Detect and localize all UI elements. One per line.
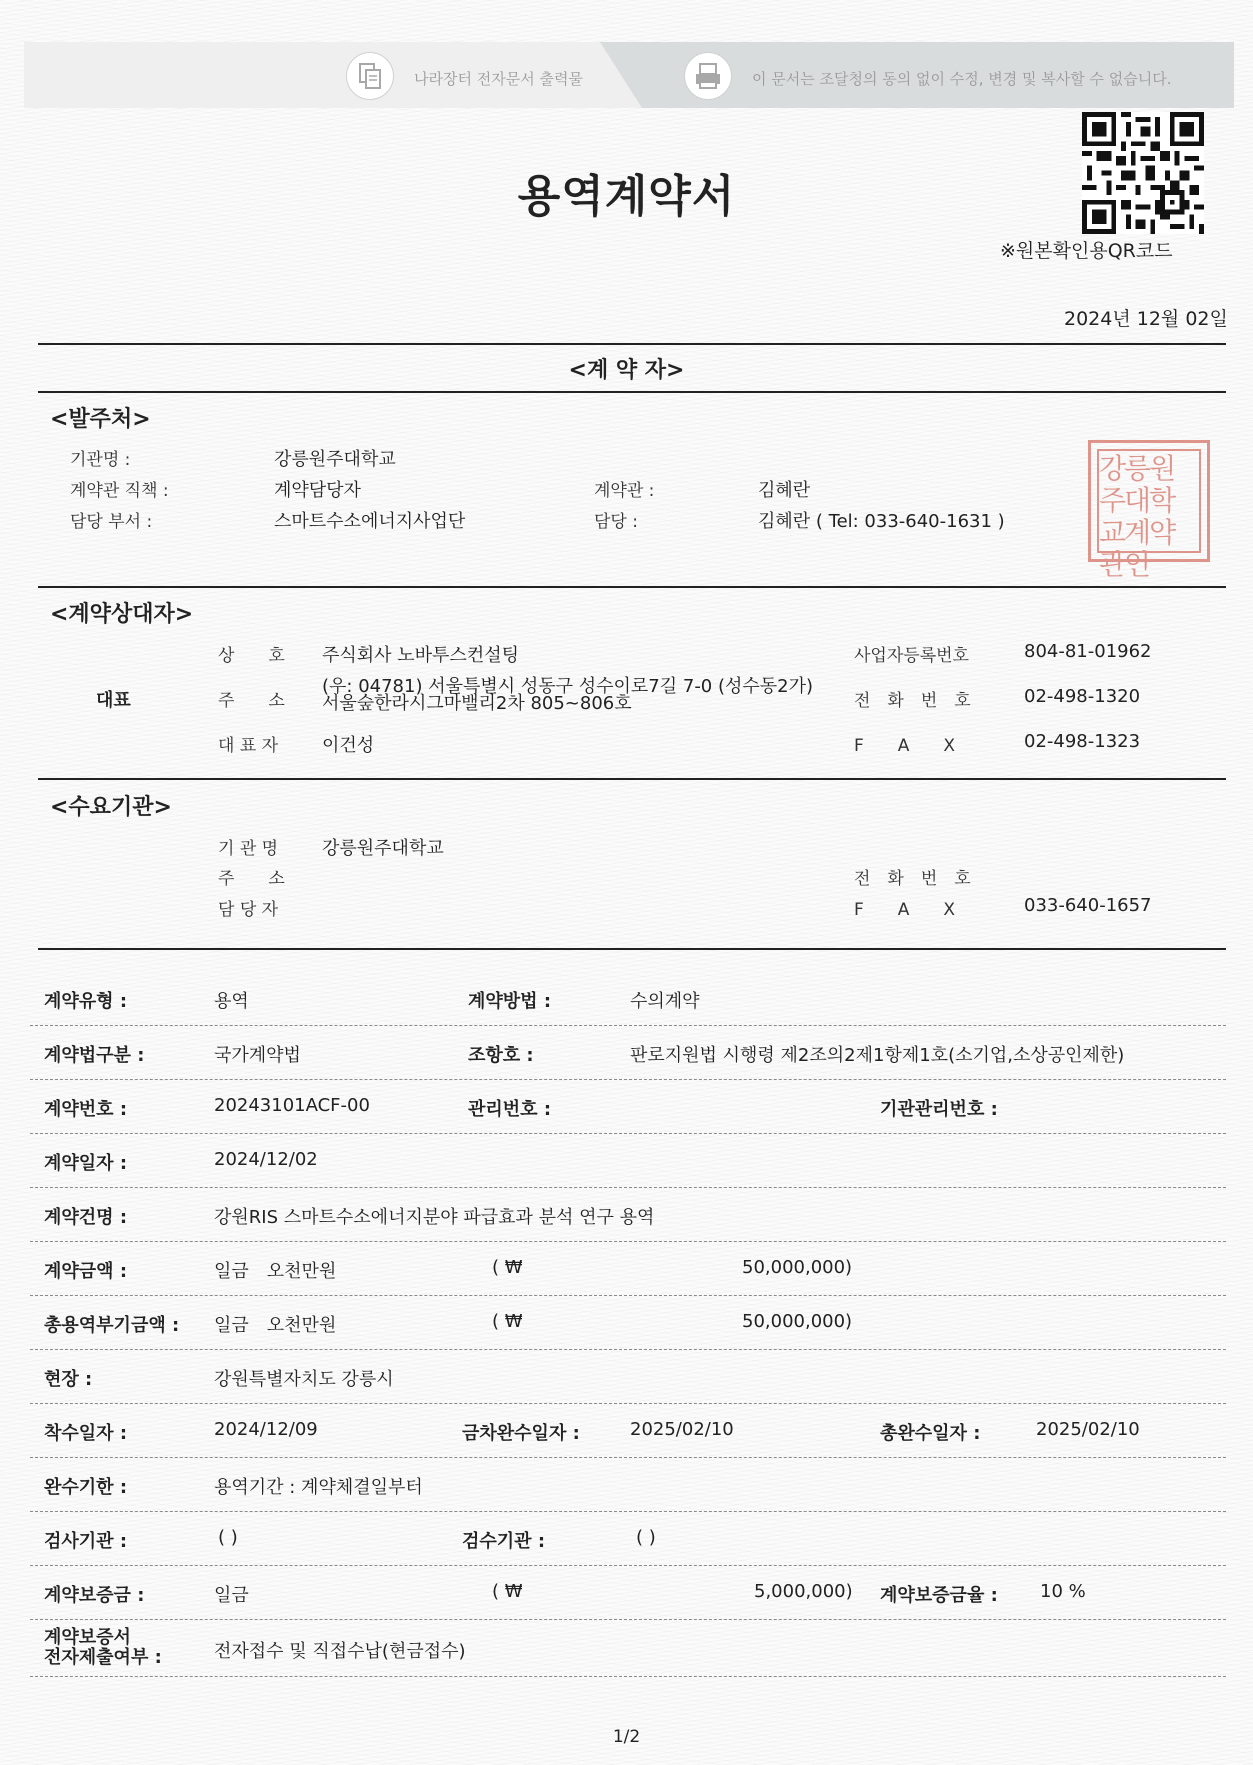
- this-completion-label: 금차완수일자 :: [462, 1423, 580, 1444]
- printer-icon: [684, 52, 732, 100]
- demand-org-label: 기 관 명: [218, 839, 279, 859]
- deposit-rate-label: 계약보증금율 :: [880, 1585, 998, 1606]
- address-value: (우: 04781) 서울특별시 성동구 성수이로7길 7-0 (성수동2가) 서울숲한라시그마밸리2차 805~806호: [322, 676, 814, 714]
- contract-type-label: 계약유형 :: [44, 991, 128, 1012]
- contract-amount-label: 계약금액 :: [44, 1261, 128, 1282]
- clause-label: 조항호 :: [468, 1045, 534, 1066]
- demand-org-value: 강릉원주대학교: [322, 838, 444, 859]
- fax-label: F A X: [854, 736, 956, 756]
- contract-law-value: 국가계약법: [214, 1045, 301, 1066]
- mgmt-no-label: 관리번호 :: [468, 1099, 552, 1120]
- row-divider: [30, 1025, 1226, 1026]
- divider: [38, 391, 1226, 393]
- contract-amount-open: ( ₩: [492, 1257, 523, 1278]
- start-date-label: 착수일자 :: [44, 1423, 128, 1444]
- deposit-words: 일금: [214, 1585, 249, 1606]
- contract-date-label: 계약일자 :: [44, 1153, 128, 1174]
- contract-amount-words: 일금 오천만원: [214, 1261, 337, 1282]
- clause-value: 판로지원법 시행령 제2조의2제1항제1호(소기업,소상공인제한): [630, 1045, 1125, 1066]
- manager-label: 담당 :: [594, 512, 638, 532]
- total-amount-words: 일금 오천만원: [214, 1315, 337, 1336]
- contract-name-value: 강원RIS 스마트수소에너지분야 파급효과 분석 연구 용역: [214, 1207, 655, 1228]
- dept-value: 스마트수소에너지사업단: [274, 511, 466, 532]
- inspection-org-label: 검사기관 :: [44, 1531, 128, 1552]
- contract-name-label: 계약건명 :: [44, 1207, 128, 1228]
- address-label: 주 소: [218, 691, 285, 711]
- dept-label: 담당 부서 :: [70, 512, 153, 532]
- officer-title-value: 계약담당자: [274, 480, 361, 501]
- company-name-value: 주식회사 노바투스컨설팅: [322, 645, 519, 666]
- start-date-value: 2024/12/09: [214, 1419, 318, 1440]
- bond-label-line2: 전자제출여부 :: [44, 1647, 162, 1668]
- deadline-label: 완수기한 :: [44, 1477, 128, 1498]
- demand-addr-label: 주 소: [218, 869, 285, 889]
- contract-amount-value: 50,000,000): [742, 1257, 853, 1278]
- acceptance-org-value: ( ): [636, 1527, 656, 1548]
- total-amount-label: 총용역부기금액 :: [44, 1315, 180, 1336]
- deadline-value: 용역기간 : 계약체결일부터: [214, 1477, 423, 1498]
- seal-text: 강릉원주대학교계약관인: [1099, 452, 1175, 581]
- row-divider: [30, 1565, 1226, 1566]
- deposit-rate-value: 10 %: [1040, 1581, 1086, 1602]
- row-divider: [30, 1676, 1226, 1677]
- bond-label-line1: 계약보증서: [44, 1627, 131, 1648]
- demand-section-title: <수요기관>: [50, 795, 172, 820]
- official-seal: [1088, 440, 1210, 581]
- document-date: 2024년 12월 02일: [1064, 308, 1228, 330]
- tel-value: 02-498-1320: [1024, 686, 1141, 707]
- demand-manager-label: 담 당 자: [218, 900, 279, 920]
- fax-value: 02-498-1323: [1024, 731, 1141, 752]
- page-number: 1/2: [612, 1727, 641, 1747]
- banner-right-text: 이 문서는 조달청의 동의 없이 수정, 변경 및 복사할 수 없습니다.: [752, 70, 1172, 88]
- row-divider: [30, 1187, 1226, 1188]
- site-label: 현장 :: [44, 1369, 93, 1390]
- row-divider: [30, 1079, 1226, 1080]
- bizno-label: 사업자등록번호: [854, 646, 969, 666]
- qr-caption: ※원본확인용QR코드: [1000, 240, 1173, 262]
- contract-law-label: 계약법구분 :: [44, 1045, 145, 1066]
- orderer-section-title: <발주처>: [50, 407, 151, 432]
- total-amount-open: ( ₩: [492, 1311, 523, 1332]
- officer-label: 계약관 :: [594, 481, 655, 501]
- total-completion-label: 총완수일자 :: [880, 1423, 981, 1444]
- total-completion-value: 2025/02/10: [1036, 1419, 1140, 1440]
- contract-method-value: 수의계약: [630, 991, 700, 1012]
- acceptance-org-label: 검수기관 :: [462, 1531, 546, 1552]
- tel-label: 전 화 번 호: [854, 691, 971, 711]
- banner-left-text: 나라장터 전자문서 출력물: [414, 70, 583, 88]
- divider: [38, 948, 1226, 950]
- ceo-label: 대 표 자: [218, 736, 279, 756]
- deposit-value: 5,000,000): [754, 1581, 853, 1602]
- divider: [38, 343, 1226, 345]
- demand-fax-label: F A X: [854, 900, 956, 920]
- document-copy-icon: [346, 52, 394, 100]
- row-divider: [30, 1349, 1226, 1350]
- contract-date-value: 2024/12/02: [214, 1149, 318, 1170]
- total-amount-value: 50,000,000): [742, 1311, 853, 1332]
- company-name-label: 상 호: [218, 646, 285, 666]
- rep-label: 대표: [96, 690, 131, 711]
- row-divider: [30, 1295, 1226, 1296]
- divider: [38, 586, 1226, 588]
- inspection-org-value: ( ): [218, 1527, 238, 1548]
- orderer-org-value: 강릉원주대학교: [274, 449, 396, 470]
- contract-no-label: 계약번호 :: [44, 1099, 128, 1120]
- demand-fax-value: 033-640-1657: [1024, 895, 1152, 916]
- manager-value: 김혜란 ( Tel: 033-640-1631 ): [758, 511, 1005, 532]
- divider: [38, 778, 1226, 780]
- row-divider: [30, 1403, 1226, 1404]
- deposit-label: 계약보증금 :: [44, 1585, 145, 1606]
- orderer-org-label: 기관명 :: [70, 450, 131, 470]
- contract-method-label: 계약방법 :: [468, 991, 552, 1012]
- row-divider: [30, 1511, 1226, 1512]
- this-completion-value: 2025/02/10: [630, 1419, 734, 1440]
- officer-title-label: 계약관 직책 :: [70, 481, 169, 501]
- row-divider: [30, 1241, 1226, 1242]
- bizno-value: 804-81-01962: [1024, 641, 1152, 662]
- counterparty-section-title: <계약상대자>: [50, 602, 194, 627]
- contract-type-value: 용역: [214, 991, 249, 1012]
- officer-value: 김혜란: [758, 480, 811, 501]
- demand-tel-label: 전 화 번 호: [854, 869, 971, 889]
- qr-code-icon: [1082, 112, 1204, 234]
- bond-value: 전자접수 및 직접수납(현금접수): [214, 1641, 466, 1662]
- deposit-open: ( ₩: [492, 1581, 523, 1602]
- row-divider: [30, 1619, 1226, 1620]
- ceo-value: 이건성: [322, 735, 375, 756]
- row-divider: [30, 1457, 1226, 1458]
- site-value: 강원특별자치도 강릉시: [214, 1369, 394, 1390]
- document-title: 용역계약서: [517, 171, 736, 222]
- org-mgmt-no-label: 기관관리번호 :: [880, 1099, 998, 1120]
- contract-no-value: 20243101ACF-00: [214, 1095, 370, 1116]
- row-divider: [30, 1133, 1226, 1134]
- contractor-header: <계 약 자>: [568, 358, 685, 383]
